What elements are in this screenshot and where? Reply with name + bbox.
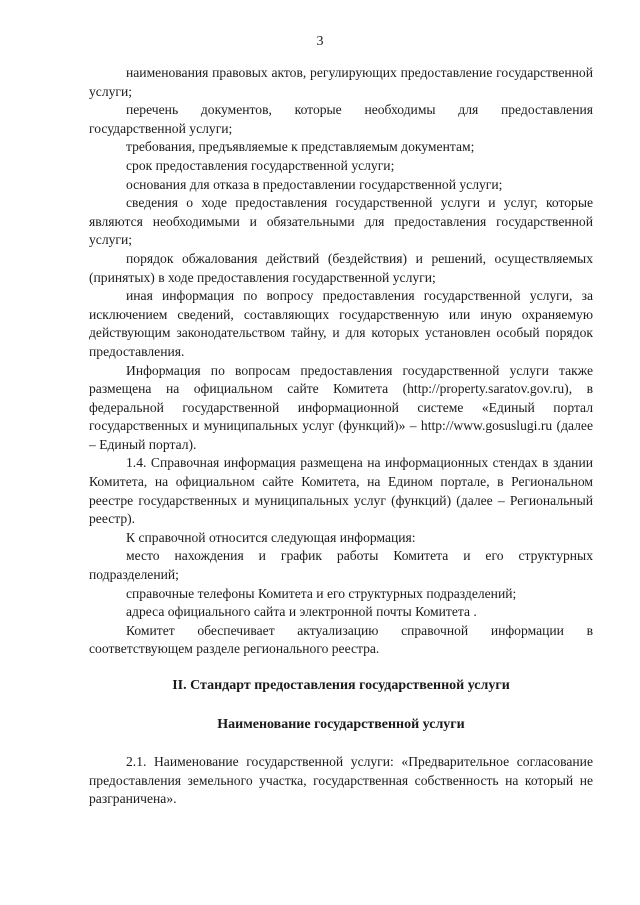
document-body	[89, 64, 593, 809]
paragraph-document-requirements: требования, предъявляемые к представляемым документам;	[126, 139, 475, 155]
paragraph-reference-info: 1.4. Справочная информация размещена на информационных стендах в здании Комитета, на официальном сайте Комитета, на Едином портале, в Региональном реестре государственных и муниципальных услуг (функций) (далее – Региональный реестр).	[89, 455, 593, 527]
paragraph-reference-intro: К справочной относится следующая информация:	[126, 529, 416, 545]
section-heading: II. Стандарт предоставления государственной услуги	[172, 678, 510, 693]
paragraph-location-schedule: место нахождения и график работы Комитета и его структурных подразделений;	[89, 548, 593, 583]
paragraph-service-progress: сведения о ходе предоставления государственной услуги и услуг, которые являются необходимыми и обязательными для предоставления государственной услуги;	[89, 195, 593, 248]
page-number: 3	[316, 34, 324, 49]
paragraph-addresses: адреса официального сайта и электронной почты Комитета .	[126, 604, 477, 620]
paragraph-information-sites: Информация по вопросам предоставления государственной услуги также размещена на официальном сайте Комитета (http://property.saratov.gov.ru), в федеральной государственной информационной системе «Единый портал государственных и муниципальных услуг (функций)» – http://www.gosuslugi.ru (далее – Единый портал).	[89, 362, 593, 452]
paragraph-service-term: срок предоставления государственной услуги;	[126, 157, 395, 173]
paragraph-refusal-grounds: основания для отказа в предоставлении государственной услуги;	[126, 176, 503, 192]
paragraph-actualization: Комитет обеспечивает актуализацию справочной информации в соответствующем разделе регионального реестра.	[89, 622, 593, 657]
paragraph-appeal-procedure: порядок обжалования действий (бездействия) и решений, осуществляемых (принятых) в ходе предоставления государственной услуги;	[89, 250, 593, 285]
paragraph-other-information: иная информация по вопросу предоставления государственной услуги, за исключением сведений, составляющих государственную или иную охраняемую действующим законодательством тайну, и для которых установлен особый порядок предоставления.	[89, 288, 593, 359]
paragraph-phones: справочные телефоны Комитета и его структурных подразделений;	[126, 585, 517, 601]
paragraph-documents-list: перечень документов, которые необходимы для предоставления государственной услуги;	[89, 102, 593, 136]
sub-heading: Наименование государственной услуги	[217, 716, 465, 732]
paragraph-service-name: 2.1. Наименование государственной услуги: «Предварительное согласование предоставления земельного участка, государственная собственность на который не разграничена».	[89, 754, 593, 807]
paragraph-legal-acts: наименования правовых актов, регулирующих предоставление государственной услуги;	[89, 65, 593, 99]
